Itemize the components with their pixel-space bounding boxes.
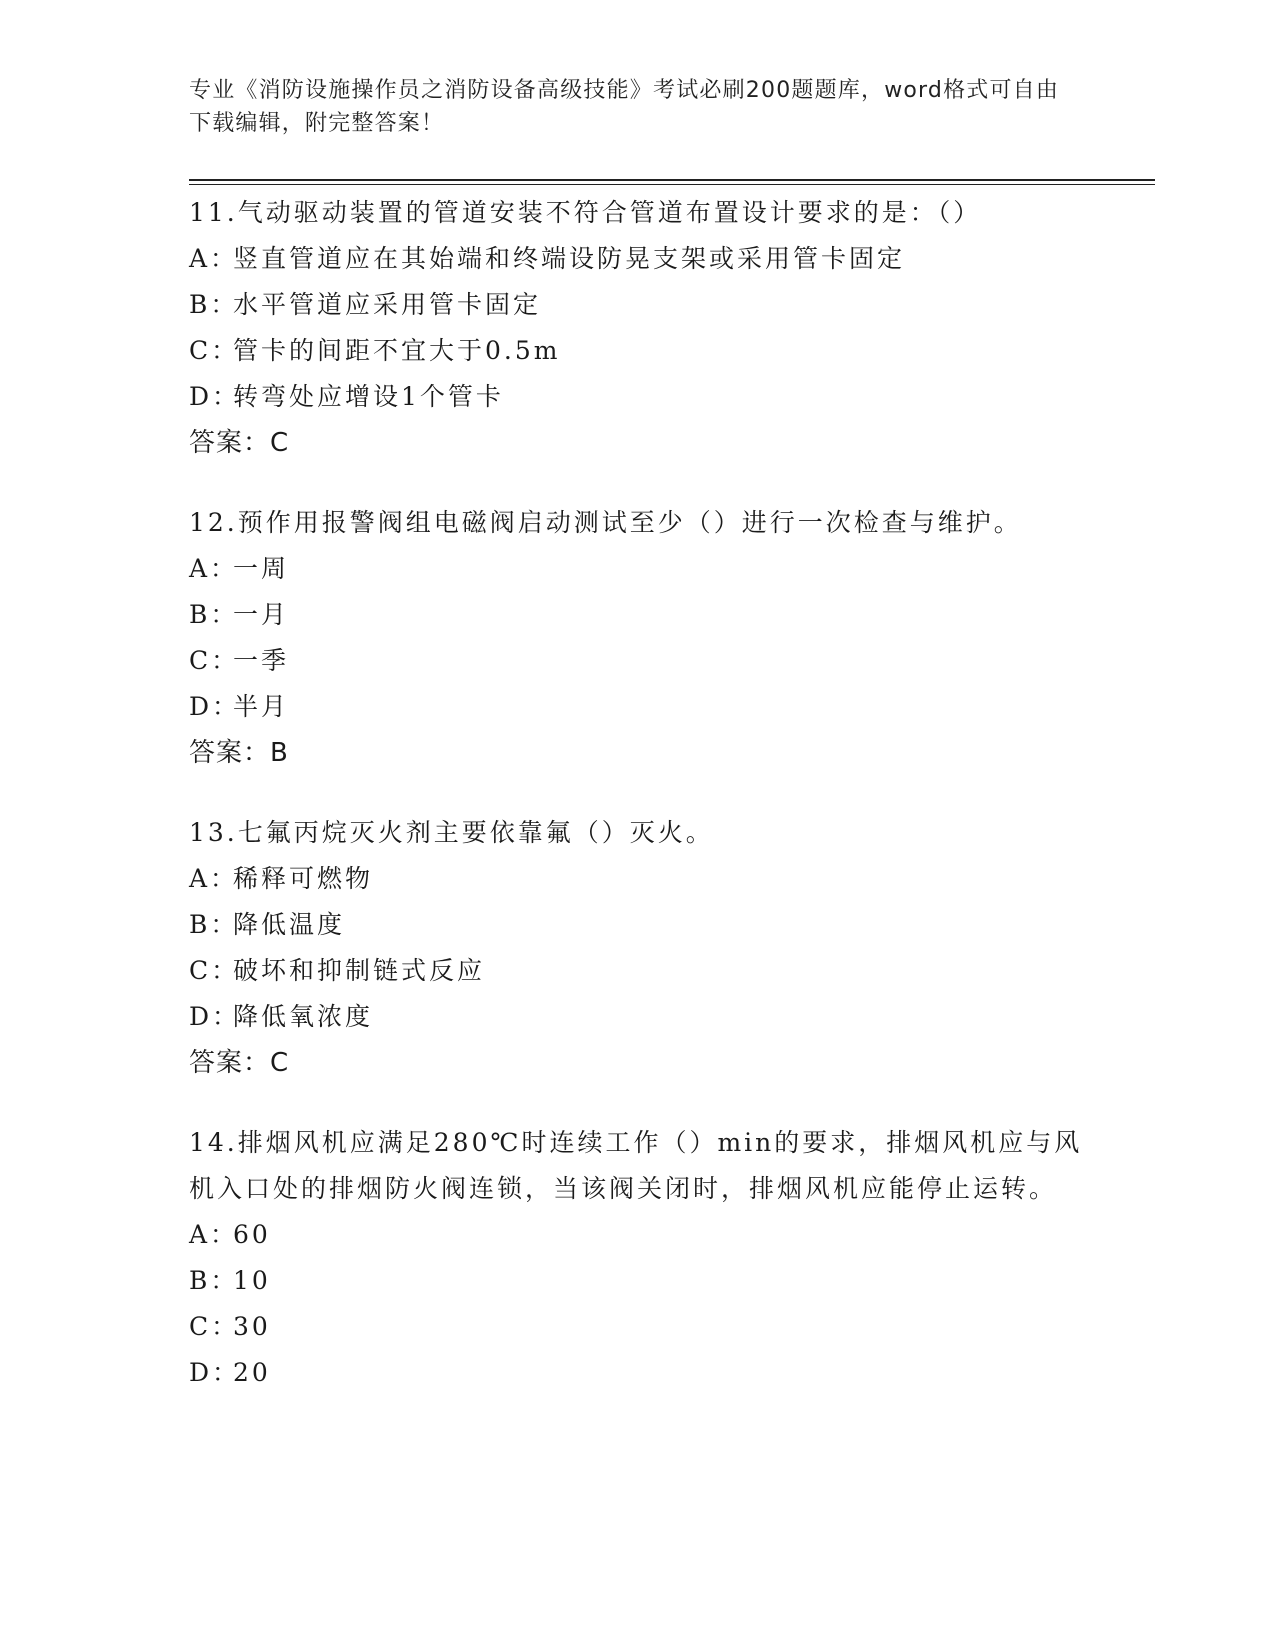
option-a [189, 1212, 1089, 1258]
option-key: A： [189, 244, 239, 273]
option-text: 破坏和抑制链式反应 [233, 956, 486, 985]
answer-line: 答案：C [189, 1048, 290, 1078]
option-key: B： [189, 910, 239, 939]
option-text: 降低氧浓度 [233, 1002, 374, 1031]
option-text: 转弯处应增设1个管卡 [233, 382, 504, 411]
option-a [189, 546, 1089, 592]
option-c [189, 638, 1089, 684]
option-text: 一月 [233, 600, 290, 629]
option-text: 管卡的间距不宜大于0.5m [233, 336, 561, 365]
option-b [189, 282, 1089, 328]
option-text: 20 [233, 1358, 271, 1387]
option-key: D： [189, 692, 241, 721]
option-d [189, 684, 1089, 730]
question-stem: 14.排烟风机应满足280℃时连续工作（）min的要求，排烟风机应与风机入口处的排烟防火阀连锁，当该阀关闭时，排烟风机应能停止运转。 [189, 1128, 1083, 1203]
option-key: D： [189, 382, 241, 411]
option-text: 一周 [233, 554, 290, 583]
option-key: B： [189, 600, 239, 629]
option-key: A： [189, 1220, 239, 1249]
document-header: 专业《消防设施操作员之消防设备高级技能》考试必刷200题题库，word格式可自由下载编辑，附完整答案！ [189, 78, 1060, 136]
question-stem: 13.七氟丙烷灭火剂主要依靠氟（）灭火。 [189, 818, 714, 847]
option-c [189, 1304, 1089, 1350]
option-text: 稀释可燃物 [233, 864, 374, 893]
option-key: A： [189, 864, 239, 893]
question-11 [189, 190, 1089, 466]
option-a [189, 236, 1089, 282]
answer-line: 答案：C [189, 428, 290, 458]
option-b [189, 592, 1089, 638]
question-13 [189, 810, 1089, 1086]
option-key: C： [189, 956, 240, 985]
option-a [189, 856, 1089, 902]
question-14 [189, 1120, 1089, 1396]
option-text: 30 [233, 1312, 271, 1341]
option-text: 10 [233, 1266, 271, 1295]
option-b [189, 902, 1089, 948]
option-key: A： [189, 554, 239, 583]
option-text: 水平管道应采用管卡固定 [233, 290, 542, 319]
option-key: B： [189, 1266, 239, 1295]
question-stem: 11.气动驱动装置的管道安装不符合管道布置设计要求的是：（） [189, 198, 982, 227]
option-b [189, 1258, 1089, 1304]
option-key: D： [189, 1002, 241, 1031]
option-key: B： [189, 290, 239, 319]
option-text: 降低温度 [233, 910, 346, 939]
question-stem: 12.预作用报警阀组电磁阀启动测试至少（）进行一次检查与维护。 [189, 508, 1022, 537]
option-key: C： [189, 336, 240, 365]
option-d [189, 1350, 1089, 1396]
option-text: 一季 [233, 646, 290, 675]
option-key: C： [189, 646, 240, 675]
option-text: 60 [233, 1220, 271, 1249]
option-c [189, 948, 1089, 994]
option-d [189, 994, 1089, 1040]
option-key: D： [189, 1358, 241, 1387]
option-text: 半月 [233, 692, 290, 721]
option-d [189, 374, 1089, 420]
option-c [189, 328, 1089, 374]
header-rule-thin [189, 184, 1155, 185]
answer-line: 答案：B [189, 738, 289, 768]
option-text: 竖直管道应在其始端和终端设防晃支架或采用管卡固定 [233, 244, 906, 273]
option-key: C： [189, 1312, 240, 1341]
header-rule-thick [189, 179, 1155, 181]
question-12 [189, 500, 1089, 776]
question-list [189, 190, 1089, 1430]
